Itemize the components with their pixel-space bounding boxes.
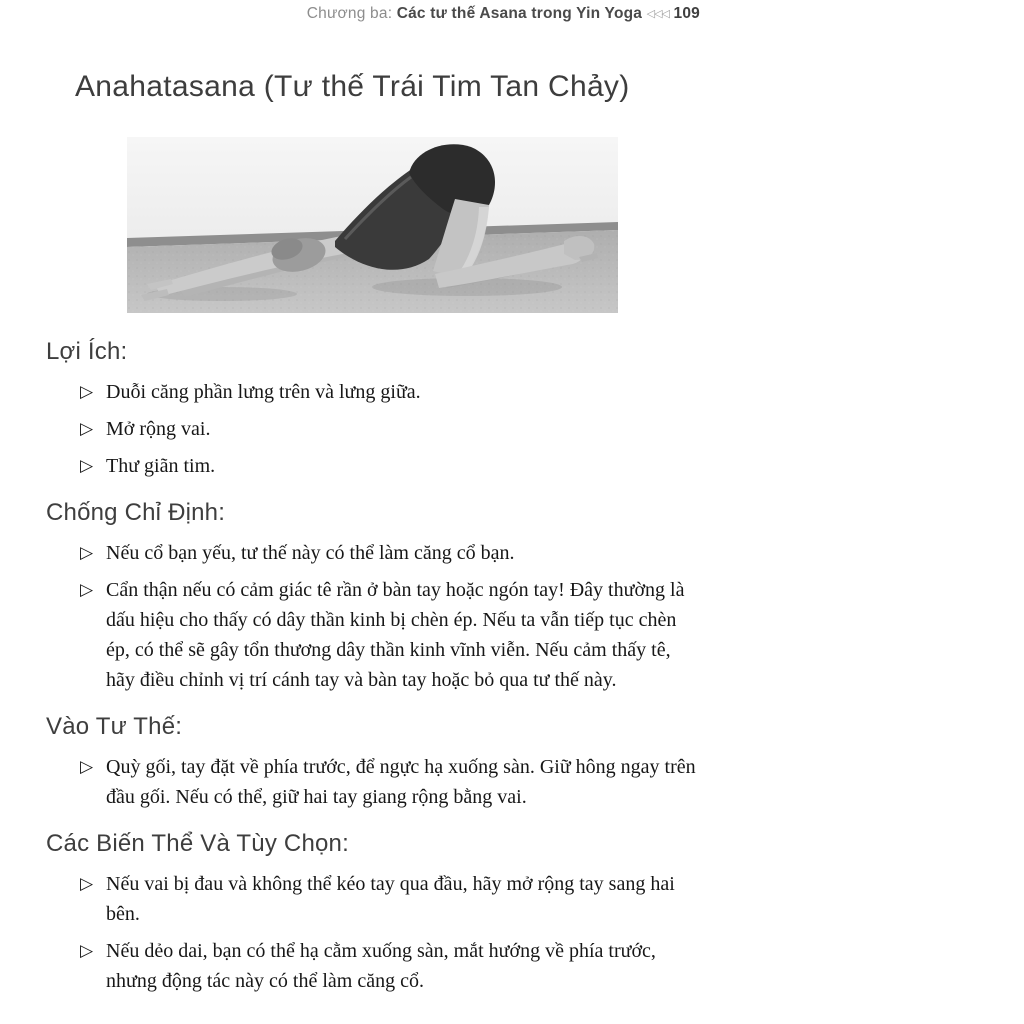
list-item (46, 538, 704, 568)
section-heading: Các Biến Thể Và Tùy Chọn: (46, 830, 349, 857)
section-variations-options (46, 828, 704, 996)
list-item (46, 377, 704, 407)
section-contraindications (46, 497, 704, 695)
running-header (46, 5, 700, 23)
triangle-bullet-icon: ▷ (80, 941, 94, 960)
chapter-title: Các tư thế Asana trong Yin Yoga (396, 5, 643, 22)
triangle-bullet-icon: ▷ (80, 382, 94, 401)
list-item (46, 451, 704, 481)
bullet-text: Nếu dẻo dai, bạn có thể hạ cằm xuống sàn, mắt hướng về phía trước, nhưng động tác này có thể làm căng cổ. (106, 940, 656, 992)
bullet-text: Quỳ gối, tay đặt về phía trước, để ngực hạ xuống sàn. Giữ hông ngay trên đầu gối. Nếu có thể, giữ hai tay giang rộng bằng vai. (106, 756, 696, 808)
pose-title: Anahatasana (Tư thế Trái Tim Tan Chảy) (75, 70, 630, 103)
triangle-bullet-icon: ▷ (80, 543, 94, 562)
bullet-text: Cẩn thận nếu có cảm giác tê rần ở bàn tay hoặc ngón tay! Đây thường là dấu hiệu cho thấy có dây thần kinh bị chèn ép. Nếu ta vẫn tiếp tục chèn ép, có thể sẽ gây tổn thương dây thần kinh vĩnh viễn. Nếu cảm thấy tê, hãy điều chỉnh vị trí cánh tay và bàn tay hoặc bỏ qua tư thế này. (106, 579, 685, 691)
triangle-bullet-icon: ▷ (80, 456, 94, 475)
list-item (46, 752, 704, 812)
section-heading: Vào Tư Thế: (46, 713, 183, 740)
list-item (46, 414, 704, 444)
triple-left-triangle-icon: ◁◁◁ (646, 8, 670, 20)
section-benefits (46, 336, 704, 481)
section-heading: Lợi Ích: (46, 338, 128, 365)
page-content (46, 336, 704, 1003)
bullet-list (46, 752, 704, 812)
pose-photo-illustration (127, 137, 618, 313)
bullet-list (46, 869, 704, 996)
bullet-text: Thư giãn tim. (106, 455, 216, 477)
triangle-bullet-icon: ▷ (80, 419, 94, 438)
bullet-text: Duỗi căng phần lưng trên và lưng giữa. (106, 381, 421, 403)
list-item (46, 575, 704, 695)
section-getting-into-pose (46, 711, 704, 812)
section-heading: Chống Chỉ Định: (46, 499, 226, 526)
chapter-label: Chương ba: (306, 5, 393, 22)
pose-photo (127, 137, 618, 313)
triangle-bullet-icon: ▷ (80, 580, 94, 599)
page-number: 109 (673, 5, 700, 22)
list-item (46, 869, 704, 929)
bullet-list (46, 538, 704, 695)
bullet-text: Nếu cổ bạn yếu, tư thế này có thể làm căng cổ bạn. (106, 542, 515, 564)
bullet-text: Mở rộng vai. (106, 418, 211, 440)
bullet-text: Nếu vai bị đau và không thể kéo tay qua đầu, hãy mở rộng tay sang hai bên. (106, 873, 675, 925)
triangle-bullet-icon: ▷ (80, 757, 94, 776)
triangle-bullet-icon: ▷ (80, 874, 94, 893)
list-item (46, 936, 704, 996)
bullet-list (46, 377, 704, 481)
